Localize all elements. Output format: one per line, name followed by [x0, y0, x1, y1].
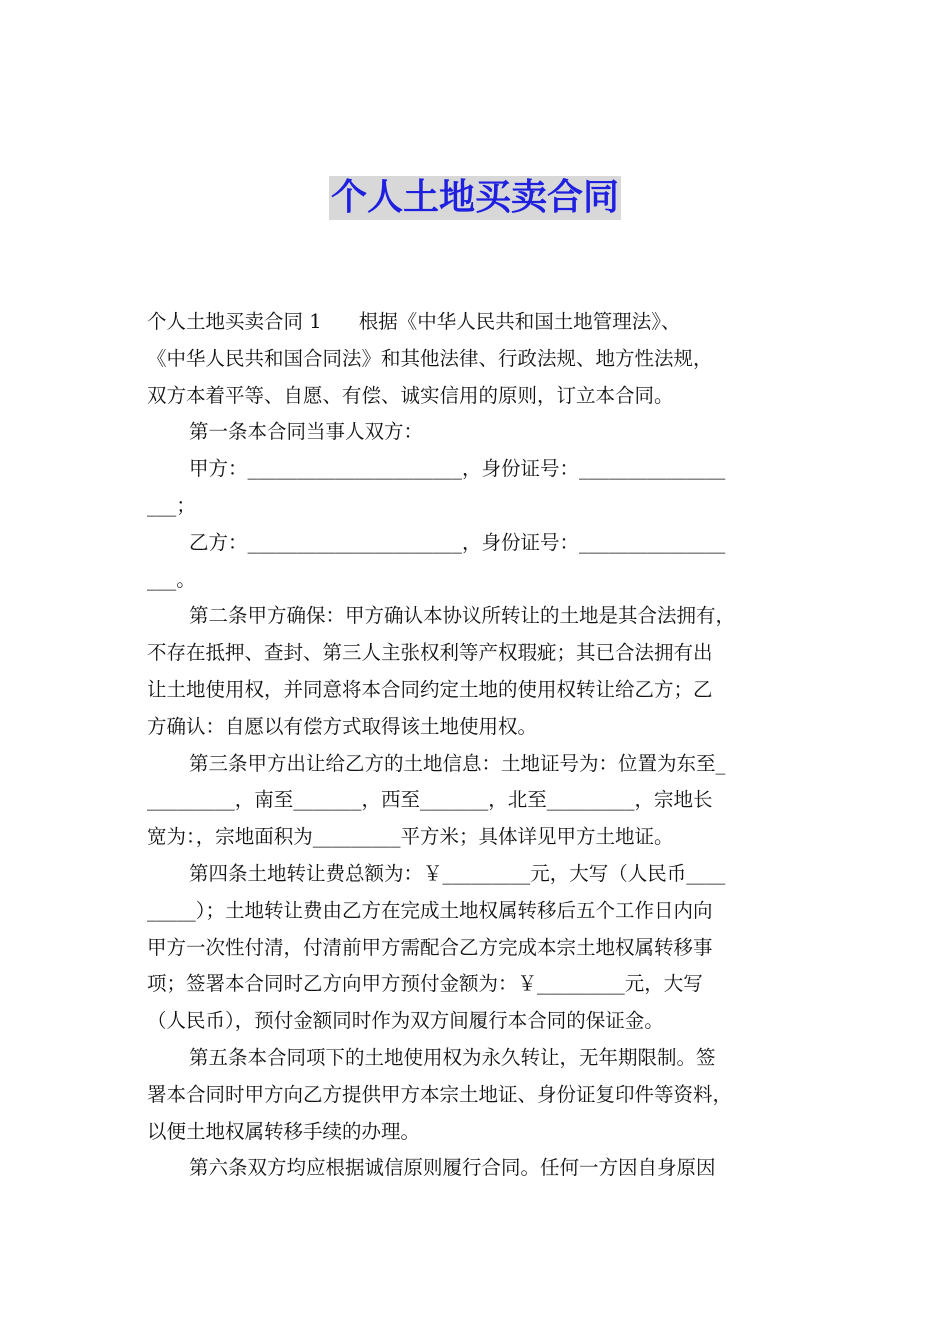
- paragraph-line: 第六条双方均应根据诚信原则履行合同。任何一方因自身原因: [189, 1156, 716, 1180]
- paragraph-line: _________，南至_______，西至_______，北至_________，宗地长: [147, 788, 713, 812]
- paragraph-line: ___。: [147, 567, 196, 591]
- paragraph-line: 双方本着平等、自愿、有偿、诚实信用的原则，订立本合同。: [147, 383, 674, 407]
- paragraph-line: 第一条本合同当事人双方：: [189, 420, 424, 444]
- paragraph-line: 第四条土地转让费总额为：￥_________元，大写（人民币____: [189, 861, 726, 885]
- paragraph-line: 署本合同时甲方向乙方提供甲方本宗土地证、身份证复印件等资料，: [147, 1082, 733, 1106]
- paragraph-line: 甲方：______________________，身份证号：_______________: [189, 457, 726, 481]
- paragraph-line: 第五条本合同项下的土地使用权为永久转让，无年期限制。签: [189, 1045, 716, 1069]
- paragraph-line: ___；: [147, 493, 196, 517]
- paragraph-line: 以便土地权属转移手续的办理。: [147, 1119, 421, 1143]
- document-body: [147, 304, 807, 1187]
- paragraph-line: 甲方一次性付清，付清前甲方需配合乙方完成本宗土地权属转移事: [147, 935, 713, 959]
- paragraph-line: 《中华人民共和国合同法》和其他法律、行政法规、地方性法规，: [147, 346, 713, 370]
- paragraph-line: 乙方：______________________，身份证号：_______________: [189, 530, 726, 554]
- title-container: [0, 176, 950, 220]
- paragraph-line: 个人土地买卖合同 1 根据《中华人民共和国土地管理法》、: [147, 310, 681, 333]
- paragraph-line: 不存在抵押、查封、第三人主张权利等产权瑕疵；其已合法拥有出: [147, 641, 713, 665]
- paragraph-line: 项；签署本合同时乙方向甲方预付金额为：￥_________元，大写: [147, 972, 703, 996]
- paragraph-line: （人民币），预付金额同时作为双方间履行本合同的保证金。: [147, 1009, 664, 1033]
- document-title: 个人土地买卖合同: [330, 177, 619, 218]
- paragraph-line: _____）；土地转让费由乙方在完成土地权属转移后五个工作日内向: [147, 898, 713, 922]
- paragraph-line: 方确认：自愿以有偿方式取得该土地使用权。: [147, 714, 538, 738]
- paragraph-line: 第二条甲方确保：甲方确认本协议所转让的土地是其合法拥有，: [189, 604, 736, 628]
- paragraph-line: 宽为：，宗地面积为_________平方米；具体详见甲方土地证。: [147, 825, 674, 849]
- paragraph-line: 让土地使用权，并同意将本合同约定土地的使用权转让给乙方；乙: [147, 677, 713, 701]
- paragraph-line: 第三条甲方出让给乙方的土地信息：土地证号为：位置为东至_: [189, 751, 726, 775]
